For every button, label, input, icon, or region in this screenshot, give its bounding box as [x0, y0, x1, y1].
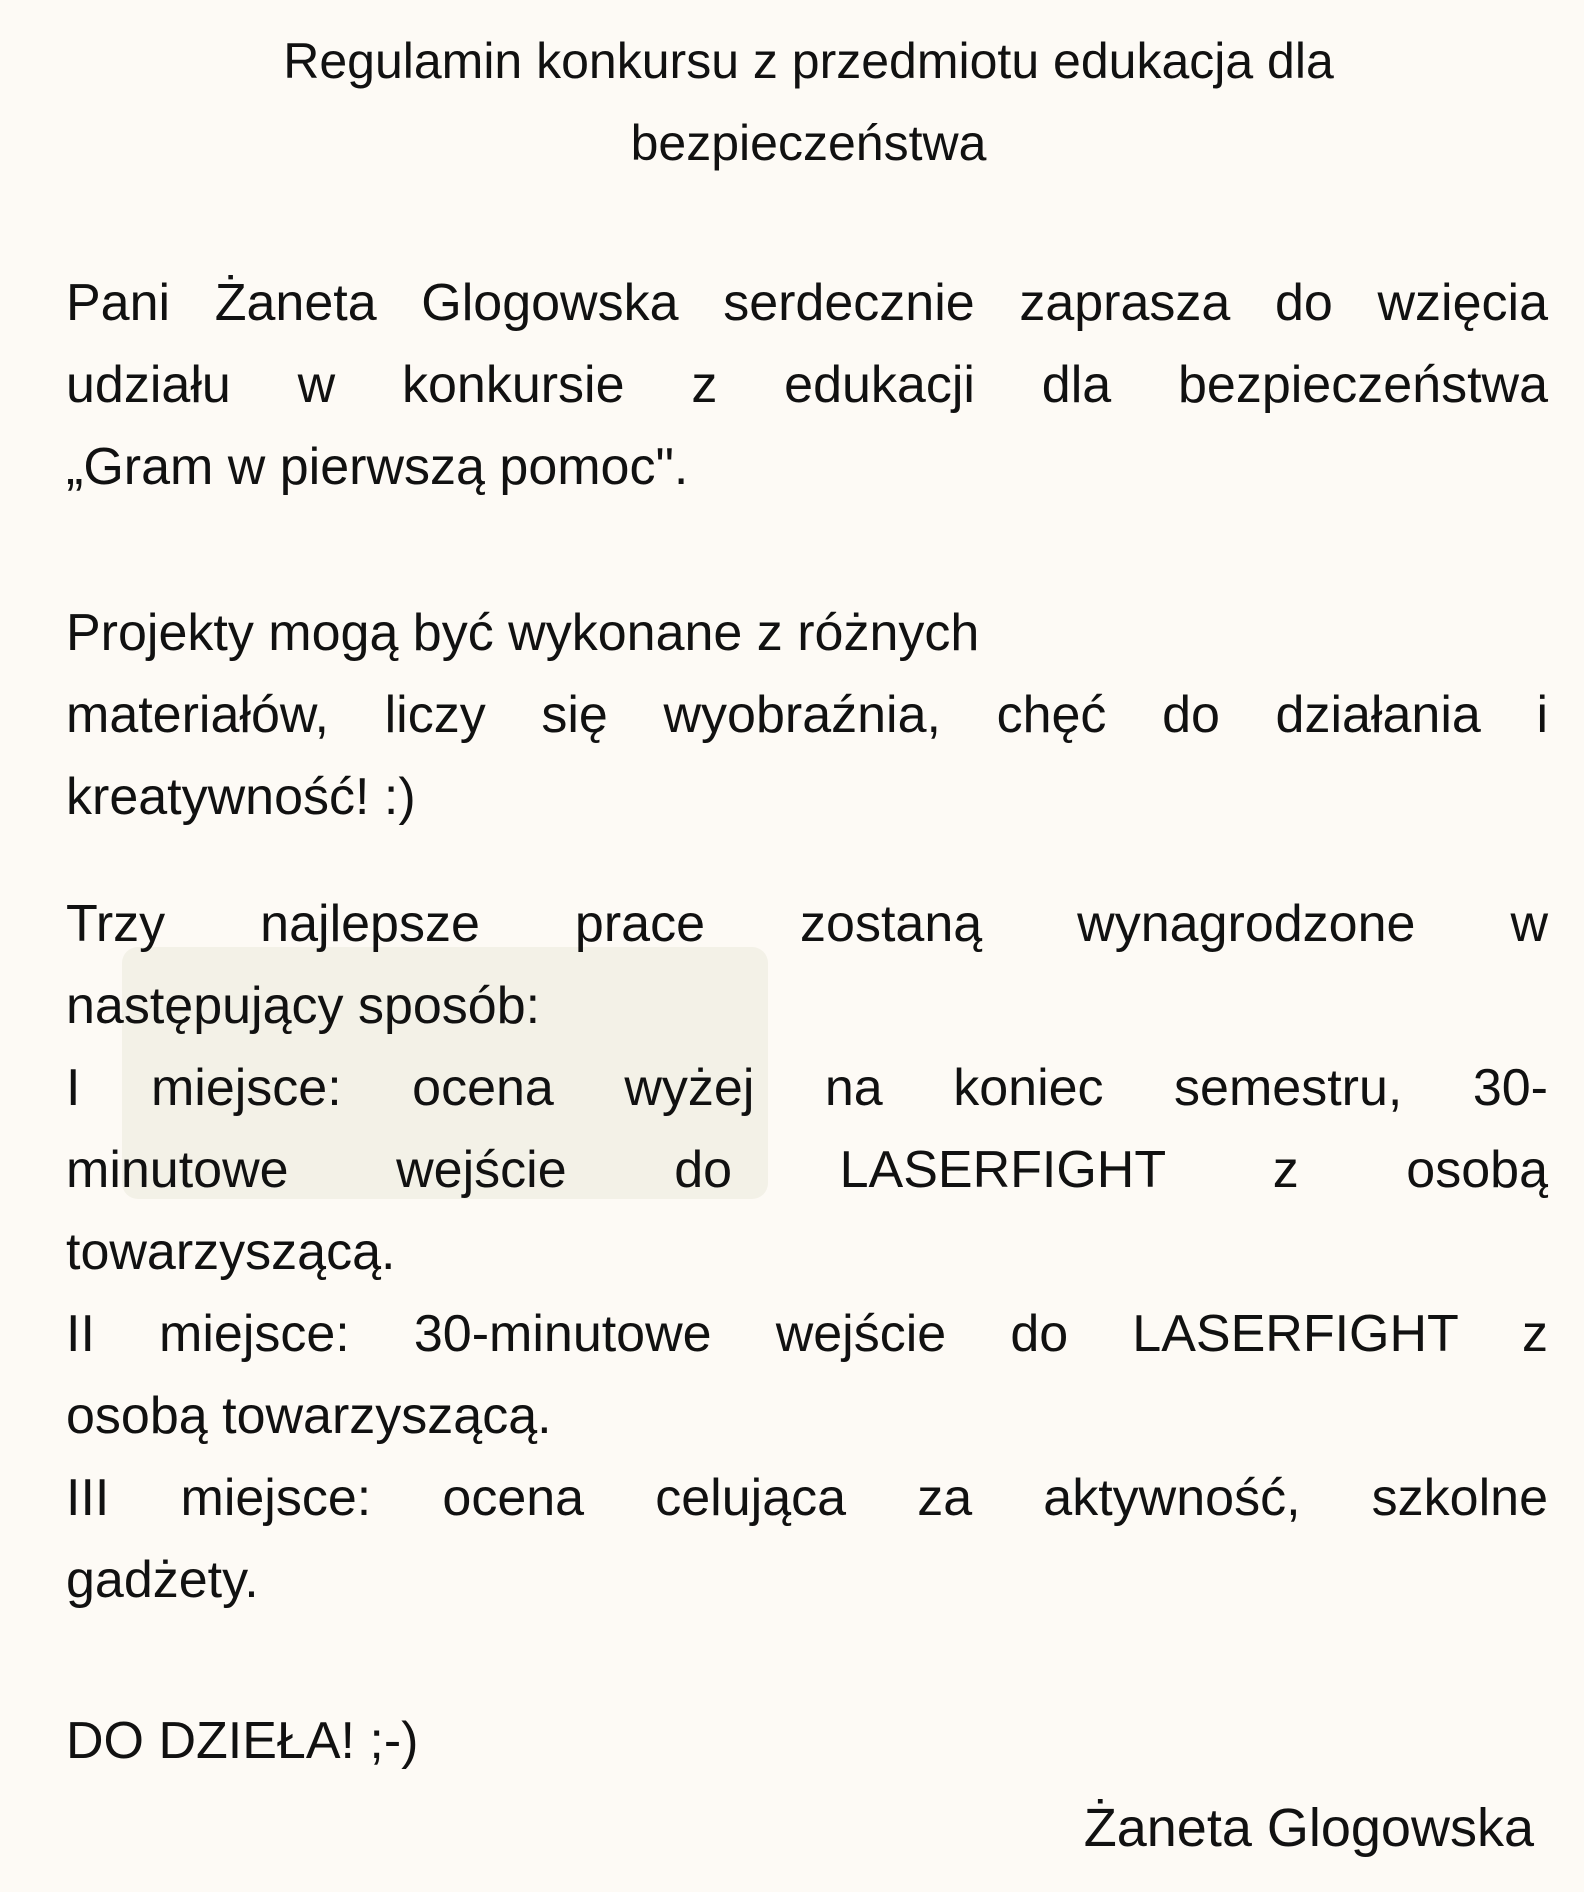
- text-line: Projekty mogą być wykonane z różnych: [66, 604, 980, 662]
- text-line: Pani Żaneta Glogowska serdecznie zaprasza do wzięcia: [66, 274, 1548, 332]
- third-place-line: III miejsce: ocena celująca za aktywność, szkolne: [66, 1469, 1548, 1527]
- second-place-line: II miejsce: 30-minutowe wejście do LASERFIGHT z: [66, 1305, 1548, 1363]
- closing-text: [66, 1700, 1548, 1782]
- intro-paragraph: [66, 262, 1548, 508]
- signature: Żaneta Glogowska: [1083, 1798, 1534, 1858]
- text-line: DO DZIEŁA! ;-): [66, 1712, 419, 1770]
- title-line: bezpieczeństwa: [630, 115, 987, 171]
- second-place-line: osobą towarzyszącą.: [66, 1387, 552, 1445]
- first-place-line: minutowe wejście do LASERFIGHT z osobą: [66, 1141, 1548, 1199]
- text-line: Trzy najlepsze prace zostaną wynagrodzone w: [66, 895, 1548, 953]
- third-place-line: gadżety.: [66, 1551, 259, 1609]
- text-line: „Gram w pierwszą pomoc".: [66, 438, 689, 496]
- document-title: [100, 20, 1517, 184]
- title-line: Regulamin konkursu z przedmiotu edukacja dla: [283, 33, 1334, 89]
- text-line: materiałów, liczy się wyobraźnia, chęć do działania i: [66, 686, 1548, 744]
- projects-paragraph: [66, 592, 1548, 838]
- prizes-paragraph: [66, 883, 1548, 1621]
- text-line: udziału w konkursie z edukacji dla bezpieczeństwa: [66, 356, 1548, 414]
- first-place-line: I miejsce: ocena wyżej na koniec semestru, 30-: [66, 1059, 1548, 1117]
- text-line: kreatywność! :): [66, 768, 416, 826]
- first-place-line: towarzyszącą.: [66, 1223, 396, 1281]
- text-line: następujący sposób:: [66, 977, 541, 1035]
